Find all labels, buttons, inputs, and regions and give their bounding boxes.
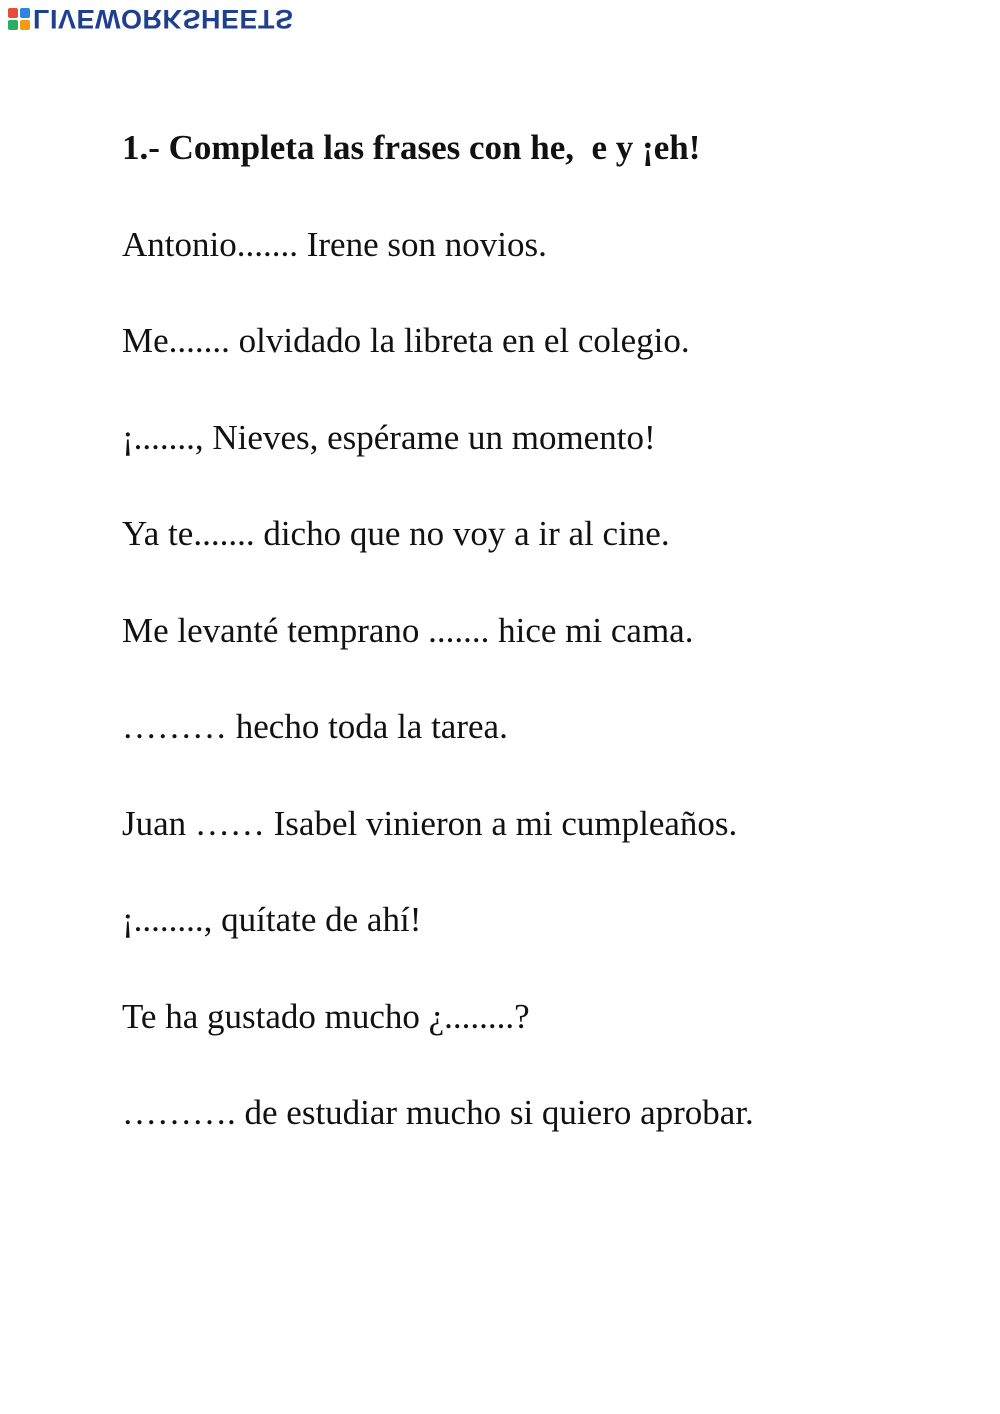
logo-block-2 <box>20 8 30 18</box>
sentence-item: Juan …… Isabel vinieron a mi cumpleaños. <box>122 803 738 843</box>
sentence-item: Ya te....... dicho que no voy a ir al cine. <box>122 514 670 553</box>
sentence-item: Me....... olvidado la libreta en el colegio. <box>122 321 690 360</box>
worksheet-content <box>122 124 982 1137</box>
sentence-item: Te ha gustado mucho ¿........? <box>122 996 530 1036</box>
sentence-item: ……… hecho toda la tarea. <box>122 707 508 746</box>
logo-block-1 <box>8 8 18 18</box>
logo-block-3 <box>8 20 18 30</box>
logo-text: LIVEWORKSHEETS <box>33 4 294 34</box>
liveworksheets-logo <box>8 6 294 32</box>
sentence-list <box>122 221 982 1138</box>
logo-blocks-icon <box>8 8 30 30</box>
sentence-item: Antonio....... Irene son novios. <box>122 224 547 264</box>
sentence-item: ¡......., Nieves, espérame un momento! <box>122 417 656 457</box>
sentence-item: ¡........, quítate de ahí! <box>122 900 422 939</box>
sentence-item: Me levanté temprano ....... hice mi cama. <box>122 610 694 650</box>
exercise-title: 1.- Completa las frases con he, e y ¡eh! <box>122 128 701 167</box>
sentence-item: ………. de estudiar mucho si quiero aprobar. <box>122 1093 754 1132</box>
logo-block-4 <box>20 20 30 30</box>
